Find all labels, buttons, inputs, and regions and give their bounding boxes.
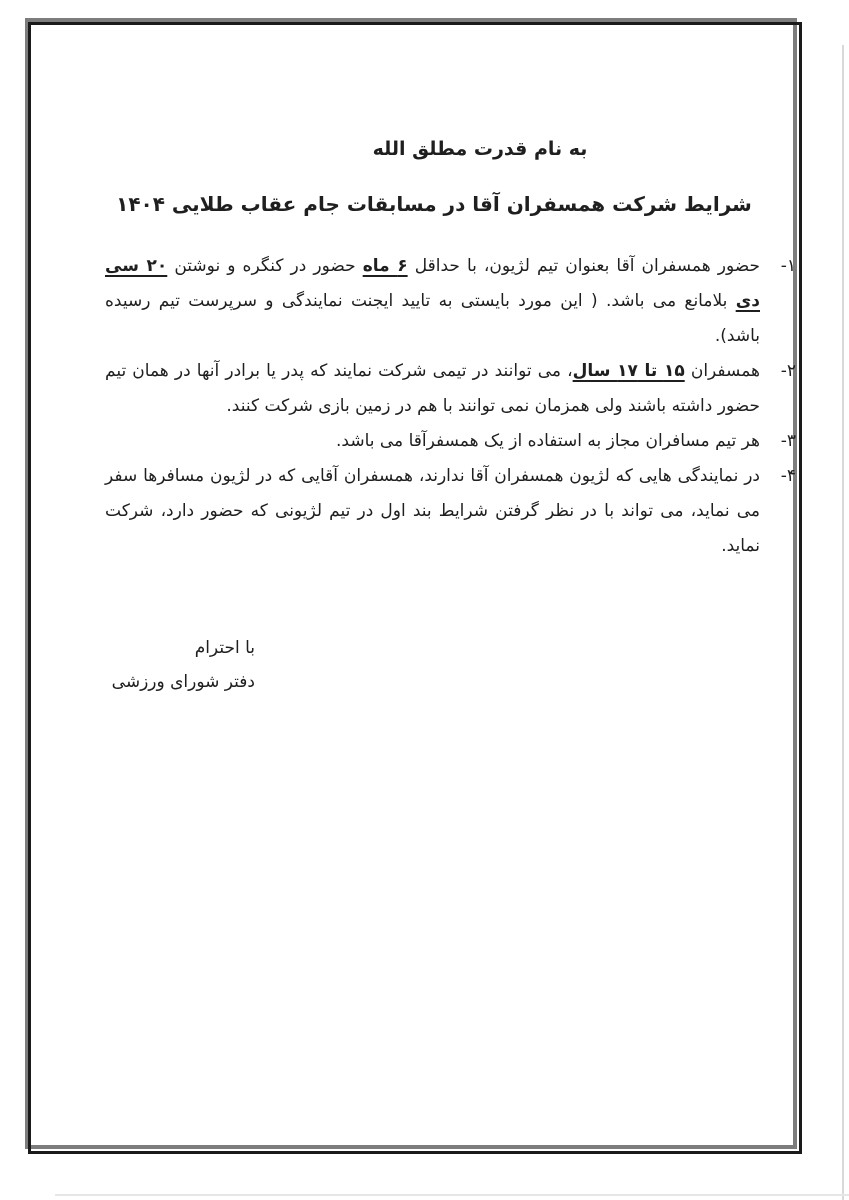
item-text (336, 431, 760, 451)
item-text (105, 361, 760, 416)
bismillah-header: به نام قدرت مطلق الله (372, 138, 588, 160)
conditions-list (105, 249, 796, 564)
condition-item-1 (105, 249, 796, 354)
photo-edge-bottom (55, 1194, 849, 1196)
closing-salutation: با احترام (194, 638, 255, 658)
plain-text: ، می توانند در تیمی شرکت نمایند که پدر یا برادر آنها در همان تیم حضور داشته باشند ولی همزمان نمی توانند با هم در زمین بازی شرکت کنند. (105, 361, 760, 416)
item-number: ۱- (780, 256, 796, 276)
document-title: شرایط شرکت همسفران آقا در مسابقات جام عقاب طلایی ۱۴۰۴ (116, 192, 752, 216)
photo-edge-right (842, 45, 844, 1200)
plain-text: در نمایندگی هایی که لژیون همسفران آقا ندارند، همسفران آقایی که در لژیون مسافرها سفر می نماید، می تواند با در نظر گرفتن شرایط بند اول در تیم لژیونی که حضور دارد، شرکت نماید. (105, 466, 760, 556)
plain-text: بلامانع می باشد. ( این مورد بایستی به تایید ایجنت نمایندگی و سرپرست تیم رسیده باشد). (105, 291, 760, 346)
closing-signature: دفتر شورای ورزشی (111, 672, 255, 692)
plain-text: هر تیم مسافران مجاز به استفاده از یک همسفرآقا می باشد. (336, 431, 760, 451)
item-number: ۲- (780, 361, 796, 381)
condition-item-2 (105, 354, 796, 424)
plain-text: حضور همسفران آقا بعنوان تیم لژیون، با حداقل (407, 256, 760, 276)
emphasized-text: ۱۵ تا ۱۷ سال (572, 361, 685, 381)
closing-block (103, 631, 255, 699)
plain-text: حضور در کنگره و نوشتن (167, 256, 363, 276)
emphasized-text: ۲۰ سی دی (105, 256, 760, 311)
plain-text: همسفران (684, 361, 760, 381)
item-number: ۳- (780, 431, 796, 451)
item-text (105, 256, 760, 346)
item-number: ۴- (780, 466, 796, 486)
item-text (105, 466, 760, 556)
emphasized-text: ۶ ماه (362, 256, 408, 276)
condition-item-4 (105, 459, 796, 564)
condition-item-3 (105, 424, 796, 459)
